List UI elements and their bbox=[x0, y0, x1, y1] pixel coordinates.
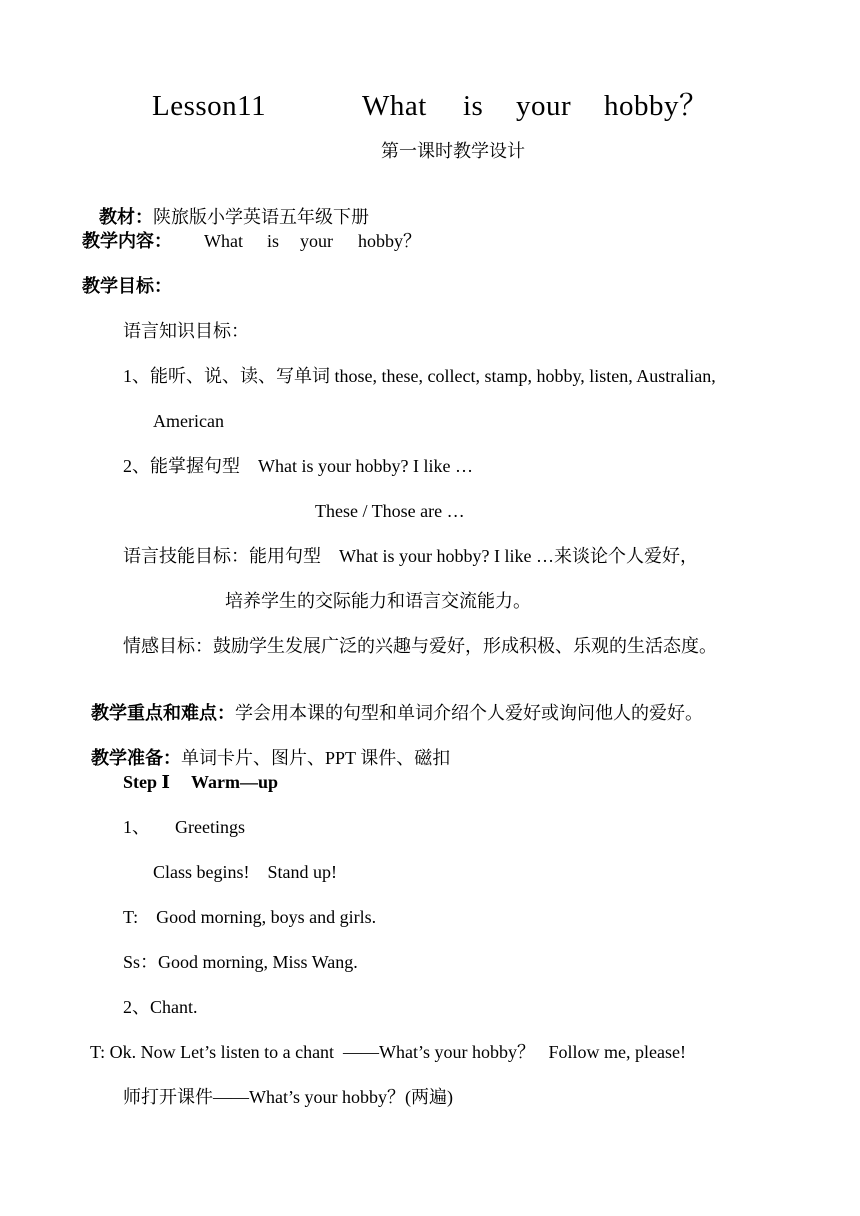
skills-line1: 语言技能目标：能用句型 What is your hobby? I like …来谈论个人爱好， bbox=[123, 546, 698, 566]
subtitle: 第一课时教学设计 bbox=[381, 141, 525, 161]
material-label: 教材： bbox=[99, 207, 153, 227]
skills-line2: 培养学生的交际能力和语言交流能力。 bbox=[225, 591, 531, 611]
material-value: 陕旅版小学英语五年级下册 bbox=[153, 207, 369, 227]
greetings-line3: Ss：Good morning, Miss Wang. bbox=[123, 952, 358, 972]
title-word-hobby: hobby？ bbox=[604, 90, 709, 122]
knowledge-item2-line2: These / Those are … bbox=[315, 501, 465, 521]
greetings-title: Greetings bbox=[175, 817, 245, 837]
knowledge-heading: 语言知识目标： bbox=[123, 321, 249, 341]
greetings-number: 1、 bbox=[123, 817, 150, 837]
goals-label: 教学目标： bbox=[82, 276, 172, 296]
chant-line1: T: Ok. Now Let’s listen to a chant ——What’s your hobby？ Follow me, please! bbox=[90, 1042, 687, 1062]
step1-name: Warm—up bbox=[191, 772, 279, 792]
knowledge-item1-line2: American bbox=[153, 411, 224, 431]
title-lesson: Lesson11 bbox=[152, 90, 267, 122]
preparation-row bbox=[82, 725, 450, 769]
emotion-goal: 情感目标：鼓励学生发展广泛的兴趣与爱好，形成积极、乐观的生活态度。 bbox=[123, 636, 717, 656]
chant-line2: 师打开课件——What’s your hobby？(两遍) bbox=[123, 1087, 453, 1107]
greetings-line1: Class begins! Stand up! bbox=[153, 862, 337, 882]
chant-title: 2、Chant. bbox=[123, 997, 198, 1017]
content-label: 教学内容： bbox=[82, 231, 172, 251]
content-word-hobby: hobby？ bbox=[358, 231, 421, 251]
title-word-what: What bbox=[362, 90, 427, 122]
content-word-is: is bbox=[267, 231, 280, 251]
key-points-value: 学会用本课的句型和单词介绍个人爱好或询问他人的爱好。 bbox=[235, 703, 703, 723]
preparation-value: 单词卡片、图片、PPT 课件、磁扣 bbox=[181, 748, 451, 768]
knowledge-item2-line1: 2、能掌握句型 What is your hobby? I like … bbox=[123, 456, 473, 476]
title-word-is: is bbox=[463, 90, 484, 122]
material-row bbox=[90, 184, 369, 228]
preparation-label: 教学准备： bbox=[91, 748, 181, 768]
step1-label: Step Ⅰ bbox=[123, 772, 170, 792]
greetings-line2: T: Good morning, boys and girls. bbox=[123, 907, 377, 927]
key-points-row bbox=[82, 680, 703, 724]
content-word-your: your bbox=[300, 231, 333, 251]
title-word-your: your bbox=[516, 90, 572, 122]
content-word-what: What bbox=[204, 231, 243, 251]
knowledge-item1-line1: 1、能听、说、读、写单词 those, these, collect, stamp, hobby, listen, Australian, bbox=[123, 366, 716, 386]
key-points-label: 教学重点和难点： bbox=[91, 703, 235, 723]
